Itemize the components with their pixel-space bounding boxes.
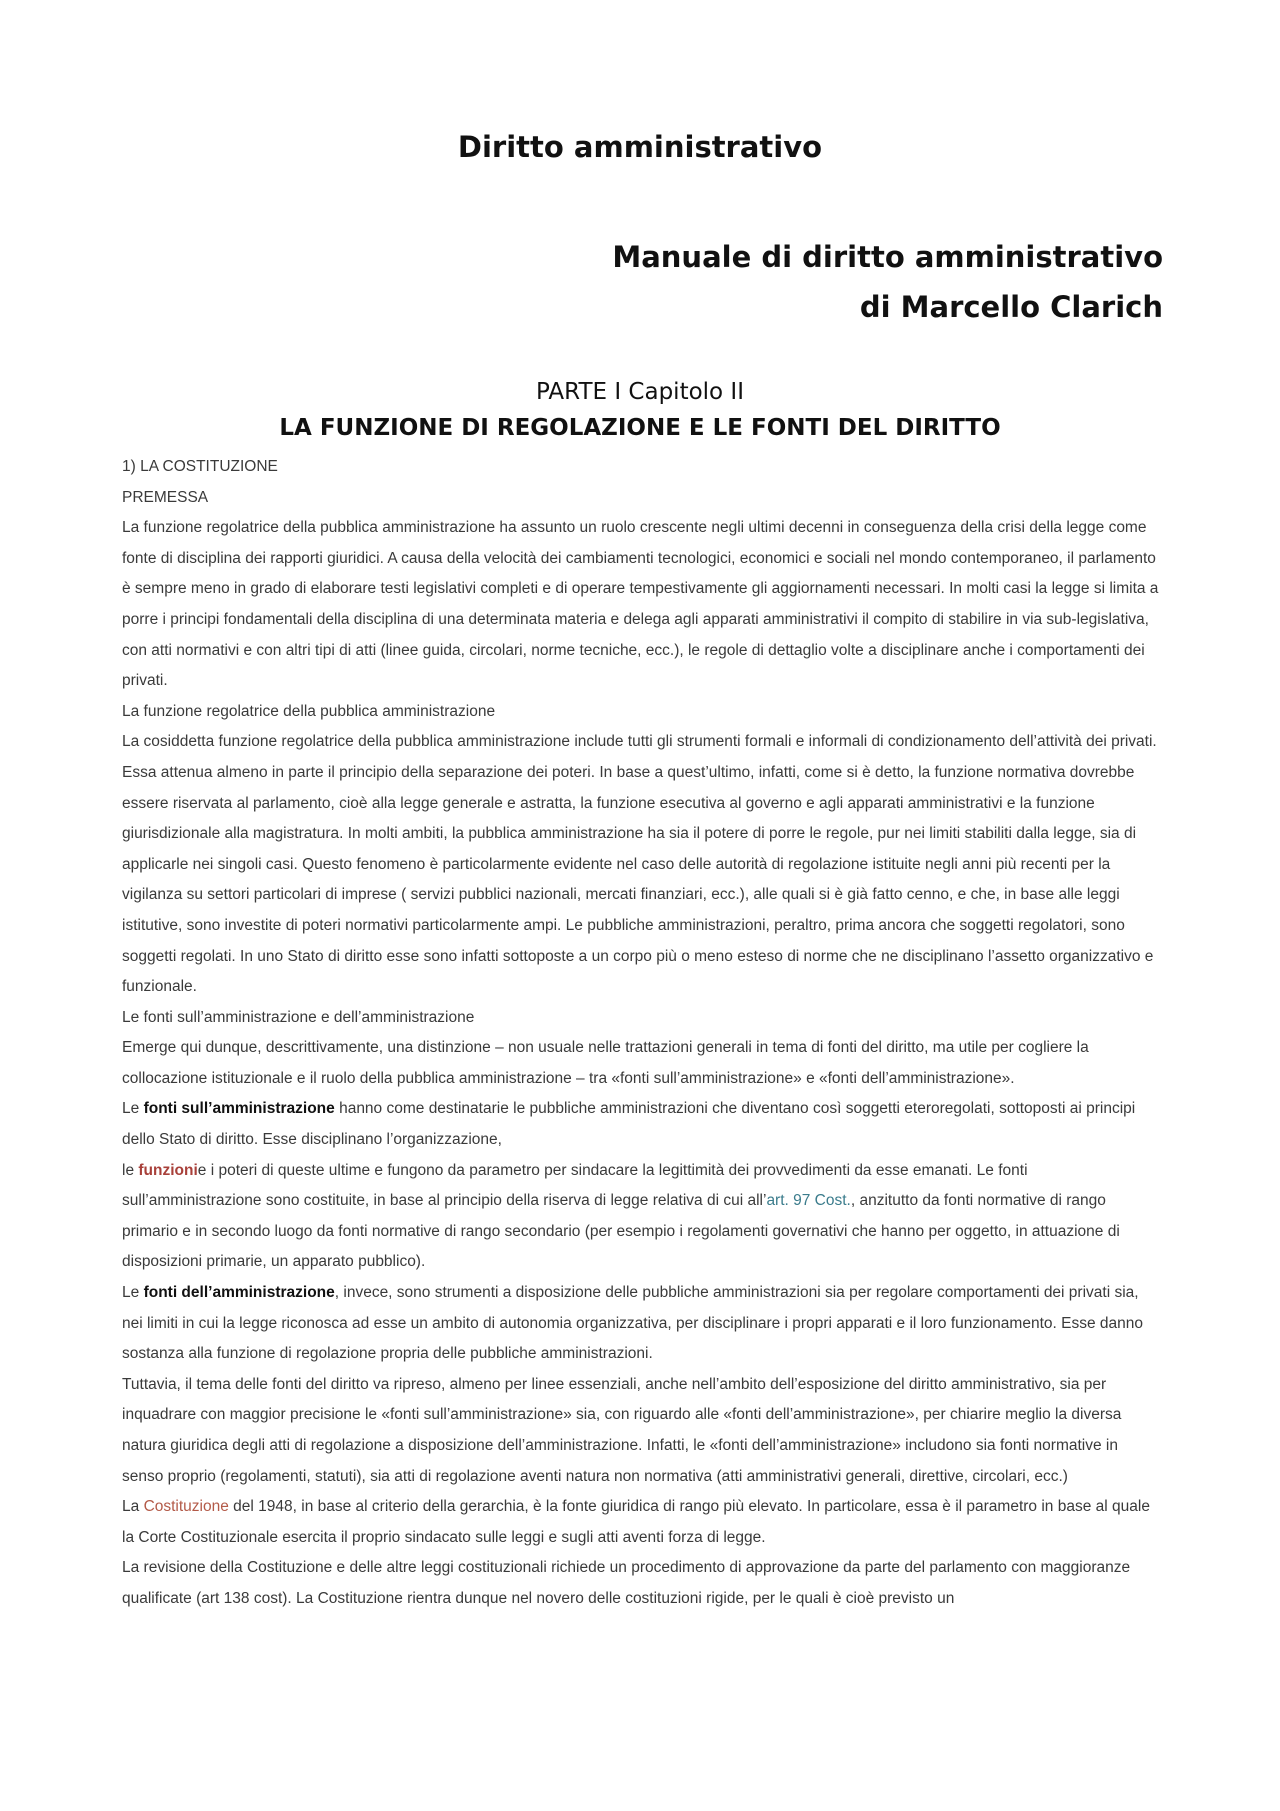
paragraph-3: Emerge qui dunque, descrittivamente, una distinzione – non usuale nelle trattazioni generali in tema di fonti del diritto, ma utile per cogliere la collocazione istituzionale e il ruolo della pubblica amministrazione – tra «fonti sull’amministrazione» e «fonti dell’amministrazione».: [122, 1039, 1089, 1087]
paragraph-7: Tuttavia, il tema delle fonti del diritto va ripreso, almeno per linee essenziali, anche nell’ambito dell’esposizione del diritto amministrativo, sia per inquadrare con maggior precisione le «fonti sull’amministrazione» sia, con riguardo alle «fonti dell’amministrazione», per chiarire meglio la diversa natura giuridica degli atti di regolazione a disposizione dell’amministrazione. Infatti, le «fonti dell’amministrazione» includono sia fonti normative in senso proprio (regolamenti, statuti), sia atti di regolazione aventi natura non normativa (atti amministrativi generali, direttive, circolari, ecc.): [122, 1375, 1122, 1485]
paragraph-5: [122, 1156, 1162, 1278]
p6-text-b: , invece, sono strumenti a disposizione delle pubbliche amministrazioni sia per regolare comportamenti dei privati sia, nei limiti in cui la legge riconosca ad esse un ambito di autonomia organizzativa, per disciplinare i propri apparati e il loro funzionamento. Esse danno sostanza alla funzione di regolazione propria delle pubbliche amministrazioni.: [122, 1284, 1143, 1363]
p4-text-a: Le: [122, 1100, 144, 1118]
p6-bold: fonti dell’amministrazione: [143, 1284, 335, 1302]
subheading-regolatrice: La funzione regolatrice della pubblica amministrazione: [122, 702, 496, 720]
p5-text-b: e i poteri di queste ultime e fungono da parametro per sindacare la legittimità dei provvedimenti da esse emanati. Le fonti sull’amministrazione sono costituite, in base al principio della riserva di legge relativa di cui all’: [122, 1161, 1028, 1210]
manual-info: [612, 232, 1163, 332]
p6-text-a: Le: [122, 1284, 144, 1302]
paragraph-2: La cosiddetta funzione regolatrice della pubblica amministrazione include tutti gli strumenti formali e informali di condizionamento dell’attività dei privati. Essa attenua almeno in parte il principio della separazione dei poteri. In base a quest’ultimo, infatti, come si è detto, la funzione normativa dovrebbe essere riservata al parlamento, cioè alla legge generale e astratta, la funzione esecutiva al governo e agli apparati amministrativi e la funzione giurisdizionale alla magistratura. In molti ambiti, la pubblica amministrazione ha sia il potere di porre le regole, pur nei limiti stabiliti dalla legge, sia di applicarle nei singoli casi. Questo fenomeno è particolarmente evidente nel caso delle autorità di regolazione istituite negli anni più recenti per la vigilanza su settori particolari di imprese ( servizi pubblici nazionali, mercati finanziari, ecc.), alle quali si è già fatto cenno, e che, in base alle leggi istitutive, sono investite di poteri normativi particolarmente ampi. Le pubbliche amministrazioni, peraltro, prima ancora che soggetti regolatori, sono soggetti regolati. In uno Stato di diritto esse sono infatti sottoposte a un corpo più o meno esteso di norme che ne disciplinano l’assetto organizzativo e funzionale.: [122, 733, 1157, 996]
chapter-heading: [0, 374, 1280, 446]
paragraph-8: [122, 1492, 1162, 1553]
p4-bold: fonti sull’amministrazione: [143, 1100, 335, 1118]
section-heading: 1) LA COSTITUZIONE: [122, 458, 278, 475]
paragraph-6: [122, 1278, 1162, 1370]
subheading-fonti: Le fonti sull’amministrazione e dell’amministrazione: [122, 1008, 475, 1026]
p5-highlight: funzioni: [138, 1161, 198, 1179]
document-title: Diritto amministrativo: [457, 130, 823, 164]
paragraph-4: [122, 1094, 1162, 1155]
p8-text-a: La: [122, 1498, 144, 1516]
manual-title: Manuale di diritto amministrativo: [612, 240, 1163, 274]
chapter-subtitle: LA FUNZIONE DI REGOLAZIONE E LE FONTI DEL DIRITTO: [279, 415, 1001, 441]
p5-text-a: le: [122, 1161, 139, 1179]
paragraph-9: La revisione della Costituzione e delle altre leggi costituzionali richiede un procedimento di approvazione da parte del parlamento con maggioranze qualificate (art 138 cost). La Costituzione rientra dunque nel novero delle costituzioni rigide, per le quali è cioè previsto un: [122, 1559, 1131, 1607]
premessa-heading: PREMESSA: [122, 488, 209, 506]
manual-author: di Marcello Clarich: [859, 290, 1163, 324]
paragraph-1: La funzione regolatrice della pubblica amministrazione ha assunto un ruolo crescente negli ultimi decenni in conseguenza della crisi della legge come fonte di disciplina dei rapporti giuridici. A causa della velocità dei cambiamenti tecnologici, economici e sociali nel mondo contemporaneo, il parlamento è sempre meno in grado di elaborare testi legislativi completi e di operare tempestivamente gli aggiornamenti necessari. In molti casi la legge si limita a porre i principi fondamentali della disciplina di una determinata materia e delega agli apparati amministrativi il compito di stabilire in via sub-legislativa, con atti normativi e con altri tipi di atti (linee guida, circolari, norme tecniche, ecc.), le regole di dettaglio volte a disciplinare anche i comportamenti dei privati.: [122, 519, 1159, 690]
body-text: [122, 452, 1162, 1615]
p8-text-b: del 1948, in base al criterio della gerarchia, è la fonte giuridica di rango più elevato. In particolare, essa è il parametro in base al quale la Corte Costituzionale esercita il proprio sindacato sulle leggi e sugli atti aventi forza di legge.: [122, 1498, 1150, 1546]
chapter-number: PARTE I Capitolo II: [536, 379, 744, 405]
p4-text-b: hanno come destinatarie le pubbliche amministrazioni che diventano così soggetti eteroregolati, sottoposti ai principi dello Stato di diritto. Esse disciplinano l’organizzazione,: [122, 1100, 1136, 1149]
costituzione-link[interactable]: Costituzione: [143, 1498, 229, 1516]
p5-text-c: , anzitutto da fonti normative di rango primario e in secondo luogo da fonti normative di rango secondario (per esempio i regolamenti governativi che hanno per oggetto, in attuazione di disposizioni primarie, un apparato pubblico).: [122, 1192, 1120, 1271]
art-97-link[interactable]: art. 97 Cost.: [766, 1192, 851, 1210]
